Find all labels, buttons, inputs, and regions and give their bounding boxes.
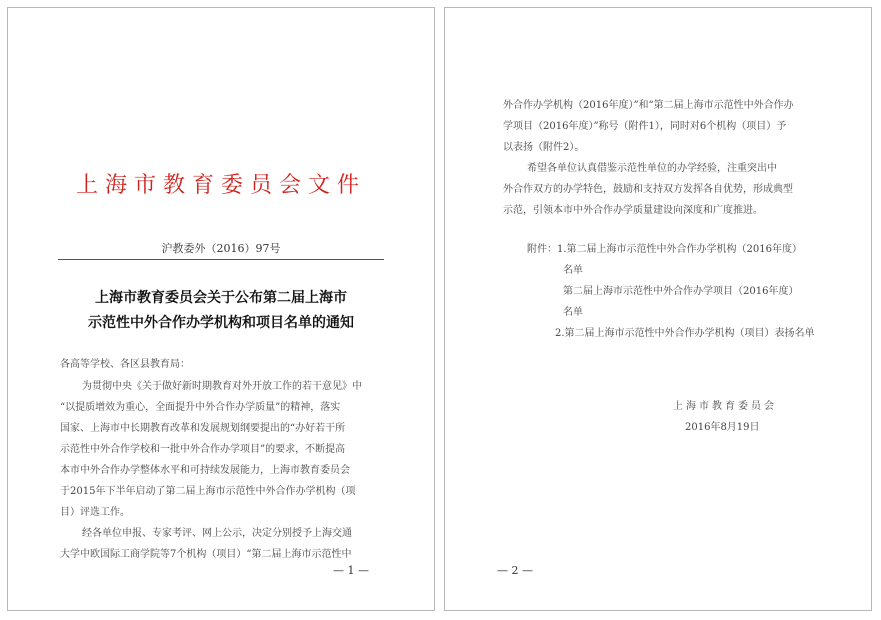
- body-line: 希望各单位认真借鉴示范性单位的办学经验，注重突出中: [527, 163, 777, 174]
- body-line: 经各单位申报、专家考评、网上公示，决定分别授予上海交通: [82, 528, 352, 539]
- header-divider: [58, 259, 384, 260]
- notice-heading-line-1: 上海市教育委员会关于公布第二届上海市: [95, 290, 347, 306]
- body-line: 学项目（2016年度）”称号（附件1），同时对6个机构（项目）予: [503, 121, 787, 132]
- body-line: 本市中外合作办学整体水平和可持续发展能力，上海市教育委员会: [60, 465, 350, 476]
- signature-date: 2016年8月19日: [685, 422, 760, 433]
- attachment-line: 2.第二届上海市示范性中外合作办学机构（项目）表扬名单: [555, 328, 815, 339]
- salutation: 各高等学校、各区县教育局：: [60, 359, 190, 370]
- body-line: “以提质增效为重心，全面提升中外合作办学质量”的精神，落实: [60, 402, 341, 413]
- attachment-line: 名单: [563, 265, 583, 276]
- attachment-line: 附件：1.第二届上海市示范性中外合作办学机构（2016年度）: [527, 244, 802, 255]
- attachment-line: 名单: [563, 307, 583, 318]
- document-header-title: 上海市教育委员会文件: [75, 173, 366, 198]
- notice-heading-line-2: 示范性中外合作办学机构和项目名单的通知: [88, 315, 354, 331]
- document-number: 沪教委外（2016）97号: [161, 242, 281, 255]
- attachment-line: 第二届上海市示范性中外合作办学项目（2016年度）: [563, 286, 799, 297]
- body-line: 以表扬（附件2）。: [503, 142, 585, 153]
- body-line: 为贯彻中央《关于做好新时期教育对外开放工作的若干意见》中: [82, 381, 362, 392]
- signature-organization: 上海市教育委员会: [673, 401, 777, 412]
- document-page-2: [444, 7, 872, 611]
- body-line: 外合作办学机构（2016年度）”和“第二届上海市示范性中外合作办: [503, 100, 794, 111]
- document-page-1: [7, 7, 435, 611]
- body-line: 于2015年下半年启动了第二届上海市示范性中外合作办学机构（项: [60, 486, 356, 497]
- page-number: — 1 —: [333, 564, 369, 577]
- body-line: 示范性中外合作学校和一批中外合作办学项目”的要求，不断提高: [60, 444, 346, 455]
- body-line: 示范，引领本市中外合作办学质量建设向深度和广度推进。: [503, 205, 763, 216]
- body-line: 大学中欧国际工商学院等7个机构（项目）“第二届上海市示范性中: [60, 549, 352, 560]
- body-line: 外合作双方的办学特色，鼓励和支持双方发挥各自优势，形成典型: [503, 184, 793, 195]
- page-number: — 2 —: [497, 564, 533, 577]
- body-line: 目）评选工作。: [60, 507, 130, 518]
- body-line: 国家、上海市中长期教育改革和发展规划纲要提出的“办好若干所: [60, 423, 346, 434]
